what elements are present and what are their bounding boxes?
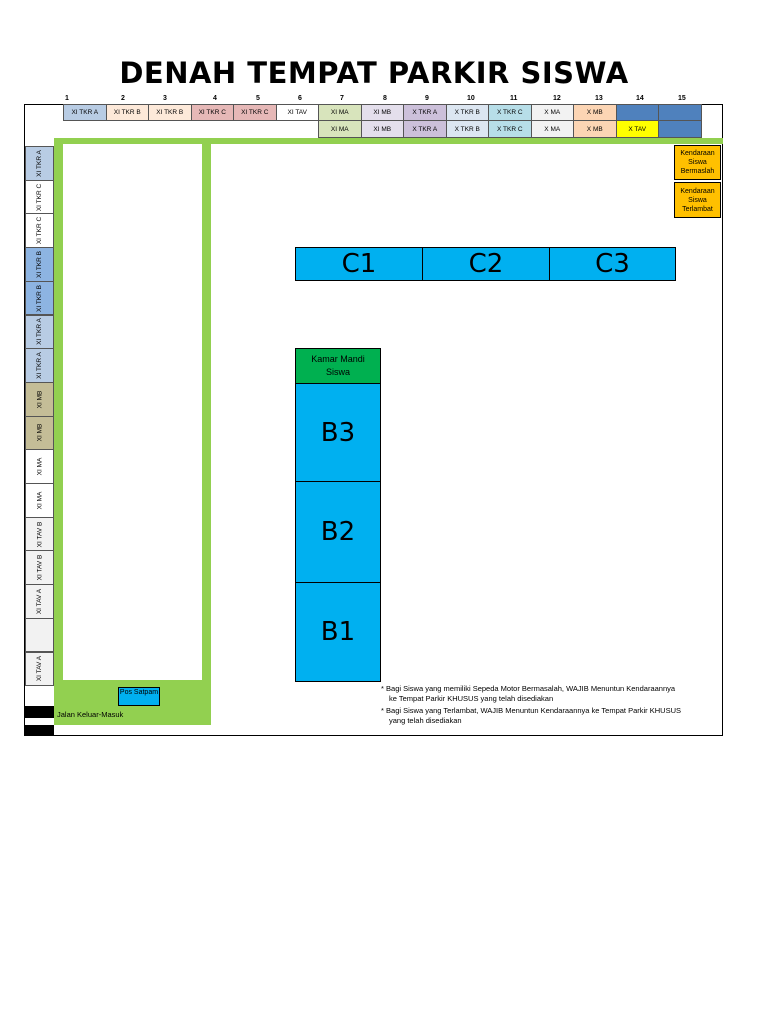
parking-slot: X TKR C bbox=[488, 104, 532, 121]
parking-slot: X TKR A bbox=[403, 120, 447, 138]
column-number: 2 bbox=[121, 95, 125, 102]
zone-c1: C1 bbox=[295, 247, 423, 281]
parking-slot-label: XI TKR A bbox=[36, 352, 43, 379]
column-number: 3 bbox=[163, 95, 167, 102]
parking-slot-label: XI TKR A bbox=[36, 318, 43, 346]
zone-c2: C2 bbox=[422, 247, 550, 281]
driveway-left bbox=[54, 138, 63, 687]
parking-slot-vertical bbox=[25, 315, 54, 350]
parking-slot-vertical bbox=[25, 382, 54, 417]
parking-slot: X MB bbox=[573, 104, 617, 121]
parking-slot-label: XI MB bbox=[35, 390, 43, 409]
driveway-middle bbox=[202, 138, 211, 687]
zone-c3: C3 bbox=[549, 247, 676, 281]
parking-slot: XI TKR C bbox=[233, 104, 277, 121]
parking-slot-label: XI MA bbox=[35, 457, 43, 476]
security-post: Pos Satpam bbox=[118, 687, 160, 706]
parking-slot: X TKR C bbox=[488, 120, 532, 138]
parking-slot-vertical bbox=[25, 550, 54, 585]
parking-slot: XI TKR A bbox=[63, 104, 107, 121]
parking-slot-label: XI TKR B bbox=[35, 250, 43, 278]
parking-slot-vertical bbox=[25, 584, 54, 619]
restroom: Kamar Mandi Siswa bbox=[295, 348, 381, 384]
parking-slot-vertical bbox=[25, 348, 54, 383]
parking-slot bbox=[658, 104, 702, 121]
parking-slot: XI TAV bbox=[276, 104, 320, 121]
parking-slot bbox=[616, 104, 660, 121]
parking-slot-vertical bbox=[25, 517, 54, 552]
parking-slot-vertical bbox=[25, 416, 54, 451]
parking-slot-vertical bbox=[25, 180, 54, 215]
parking-slot: XI MB bbox=[361, 120, 405, 138]
zone-b3: B3 bbox=[295, 383, 381, 482]
column-number: 11 bbox=[510, 95, 518, 102]
special-parking-problem: Kendaraan Siswa Bermaslah bbox=[674, 145, 721, 180]
parking-slot-label: XI MB bbox=[35, 424, 43, 442]
column-number: 9 bbox=[425, 95, 429, 102]
parking-slot bbox=[658, 120, 702, 138]
parking-slot: X TKR B bbox=[446, 120, 490, 138]
column-number: 1 bbox=[65, 95, 69, 102]
parking-slot-label: XI TKR C bbox=[36, 217, 43, 245]
parking-slot: X TKR A bbox=[403, 104, 447, 121]
note-2: * Bagi Siswa yang Terlambat, WAJIB Menuntun Kendaraannya ke Tempat Parkir KHUSUS yang telah disediakan bbox=[381, 706, 682, 725]
parking-slot-label: XI TKR C bbox=[36, 183, 43, 211]
parking-slot: X TAV bbox=[616, 120, 660, 138]
column-number: 12 bbox=[553, 95, 561, 102]
parking-slot-vertical bbox=[25, 652, 54, 687]
parking-slot-vertical bbox=[25, 213, 54, 248]
driveway-top bbox=[54, 138, 723, 144]
parking-slot-vertical bbox=[25, 281, 54, 316]
parking-slot: XI TKR B bbox=[106, 104, 150, 121]
parking-slot: XI TKR B bbox=[148, 104, 192, 121]
parking-slot: XI MB bbox=[361, 104, 405, 121]
column-number: 14 bbox=[636, 95, 644, 102]
parking-slot-label: XI TKR A bbox=[36, 150, 43, 177]
column-number: 8 bbox=[383, 95, 387, 102]
parking-slot-vertical bbox=[25, 483, 54, 518]
column-number: 13 bbox=[595, 95, 603, 102]
zone-b1: B1 bbox=[295, 582, 381, 682]
parking-slot: XI TKR C bbox=[191, 104, 235, 121]
exit-road-label: Jalan Keluar-Masuk bbox=[57, 710, 124, 719]
parking-slot-label: XI TAV B bbox=[36, 554, 43, 581]
parking-slot: X MB bbox=[573, 120, 617, 138]
parking-slot: X MA bbox=[531, 104, 575, 121]
zone-b2: B2 bbox=[295, 481, 381, 583]
column-number: 7 bbox=[340, 95, 344, 102]
note-1: * Bagi Siswa yang memiliki Sepeda Motor Bermasalah, WAJIB Menuntun Kendaraannya ke Tempat Parkir KHUSUS yang telah disediakan bbox=[381, 684, 676, 703]
column-number: 4 bbox=[213, 95, 217, 102]
column-number: 15 bbox=[678, 95, 686, 102]
column-number: 5 bbox=[256, 95, 260, 102]
driveway-bottom bbox=[54, 680, 211, 687]
parking-slot-label: XI TAV A bbox=[35, 588, 43, 615]
page-title: DENAH TEMPAT PARKIR SISWA bbox=[119, 56, 629, 90]
parking-slot-label: XI TAV A bbox=[35, 656, 43, 682]
parking-slot-vertical bbox=[25, 449, 54, 484]
special-parking-late: Kendaraan Siswa Terlambat bbox=[674, 182, 721, 218]
parking-slot-label: XI MA bbox=[35, 491, 43, 510]
gate-marker-top bbox=[24, 706, 54, 718]
gate-marker-bottom bbox=[24, 725, 54, 736]
column-number: 10 bbox=[467, 95, 475, 102]
column-number: 6 bbox=[298, 95, 302, 102]
parking-slot-label: XI TKR B bbox=[35, 284, 43, 312]
parking-slot-vertical bbox=[25, 146, 54, 181]
parking-slot: XI MA bbox=[318, 120, 362, 138]
parking-slot-vertical bbox=[25, 618, 54, 653]
parking-slot: XI MA bbox=[318, 104, 362, 121]
parking-slot: X MA bbox=[531, 120, 575, 138]
parking-slot-label: XI TAV B bbox=[36, 521, 43, 547]
parking-slot-vertical bbox=[25, 247, 54, 282]
parking-slot: X TKR B bbox=[446, 104, 490, 121]
